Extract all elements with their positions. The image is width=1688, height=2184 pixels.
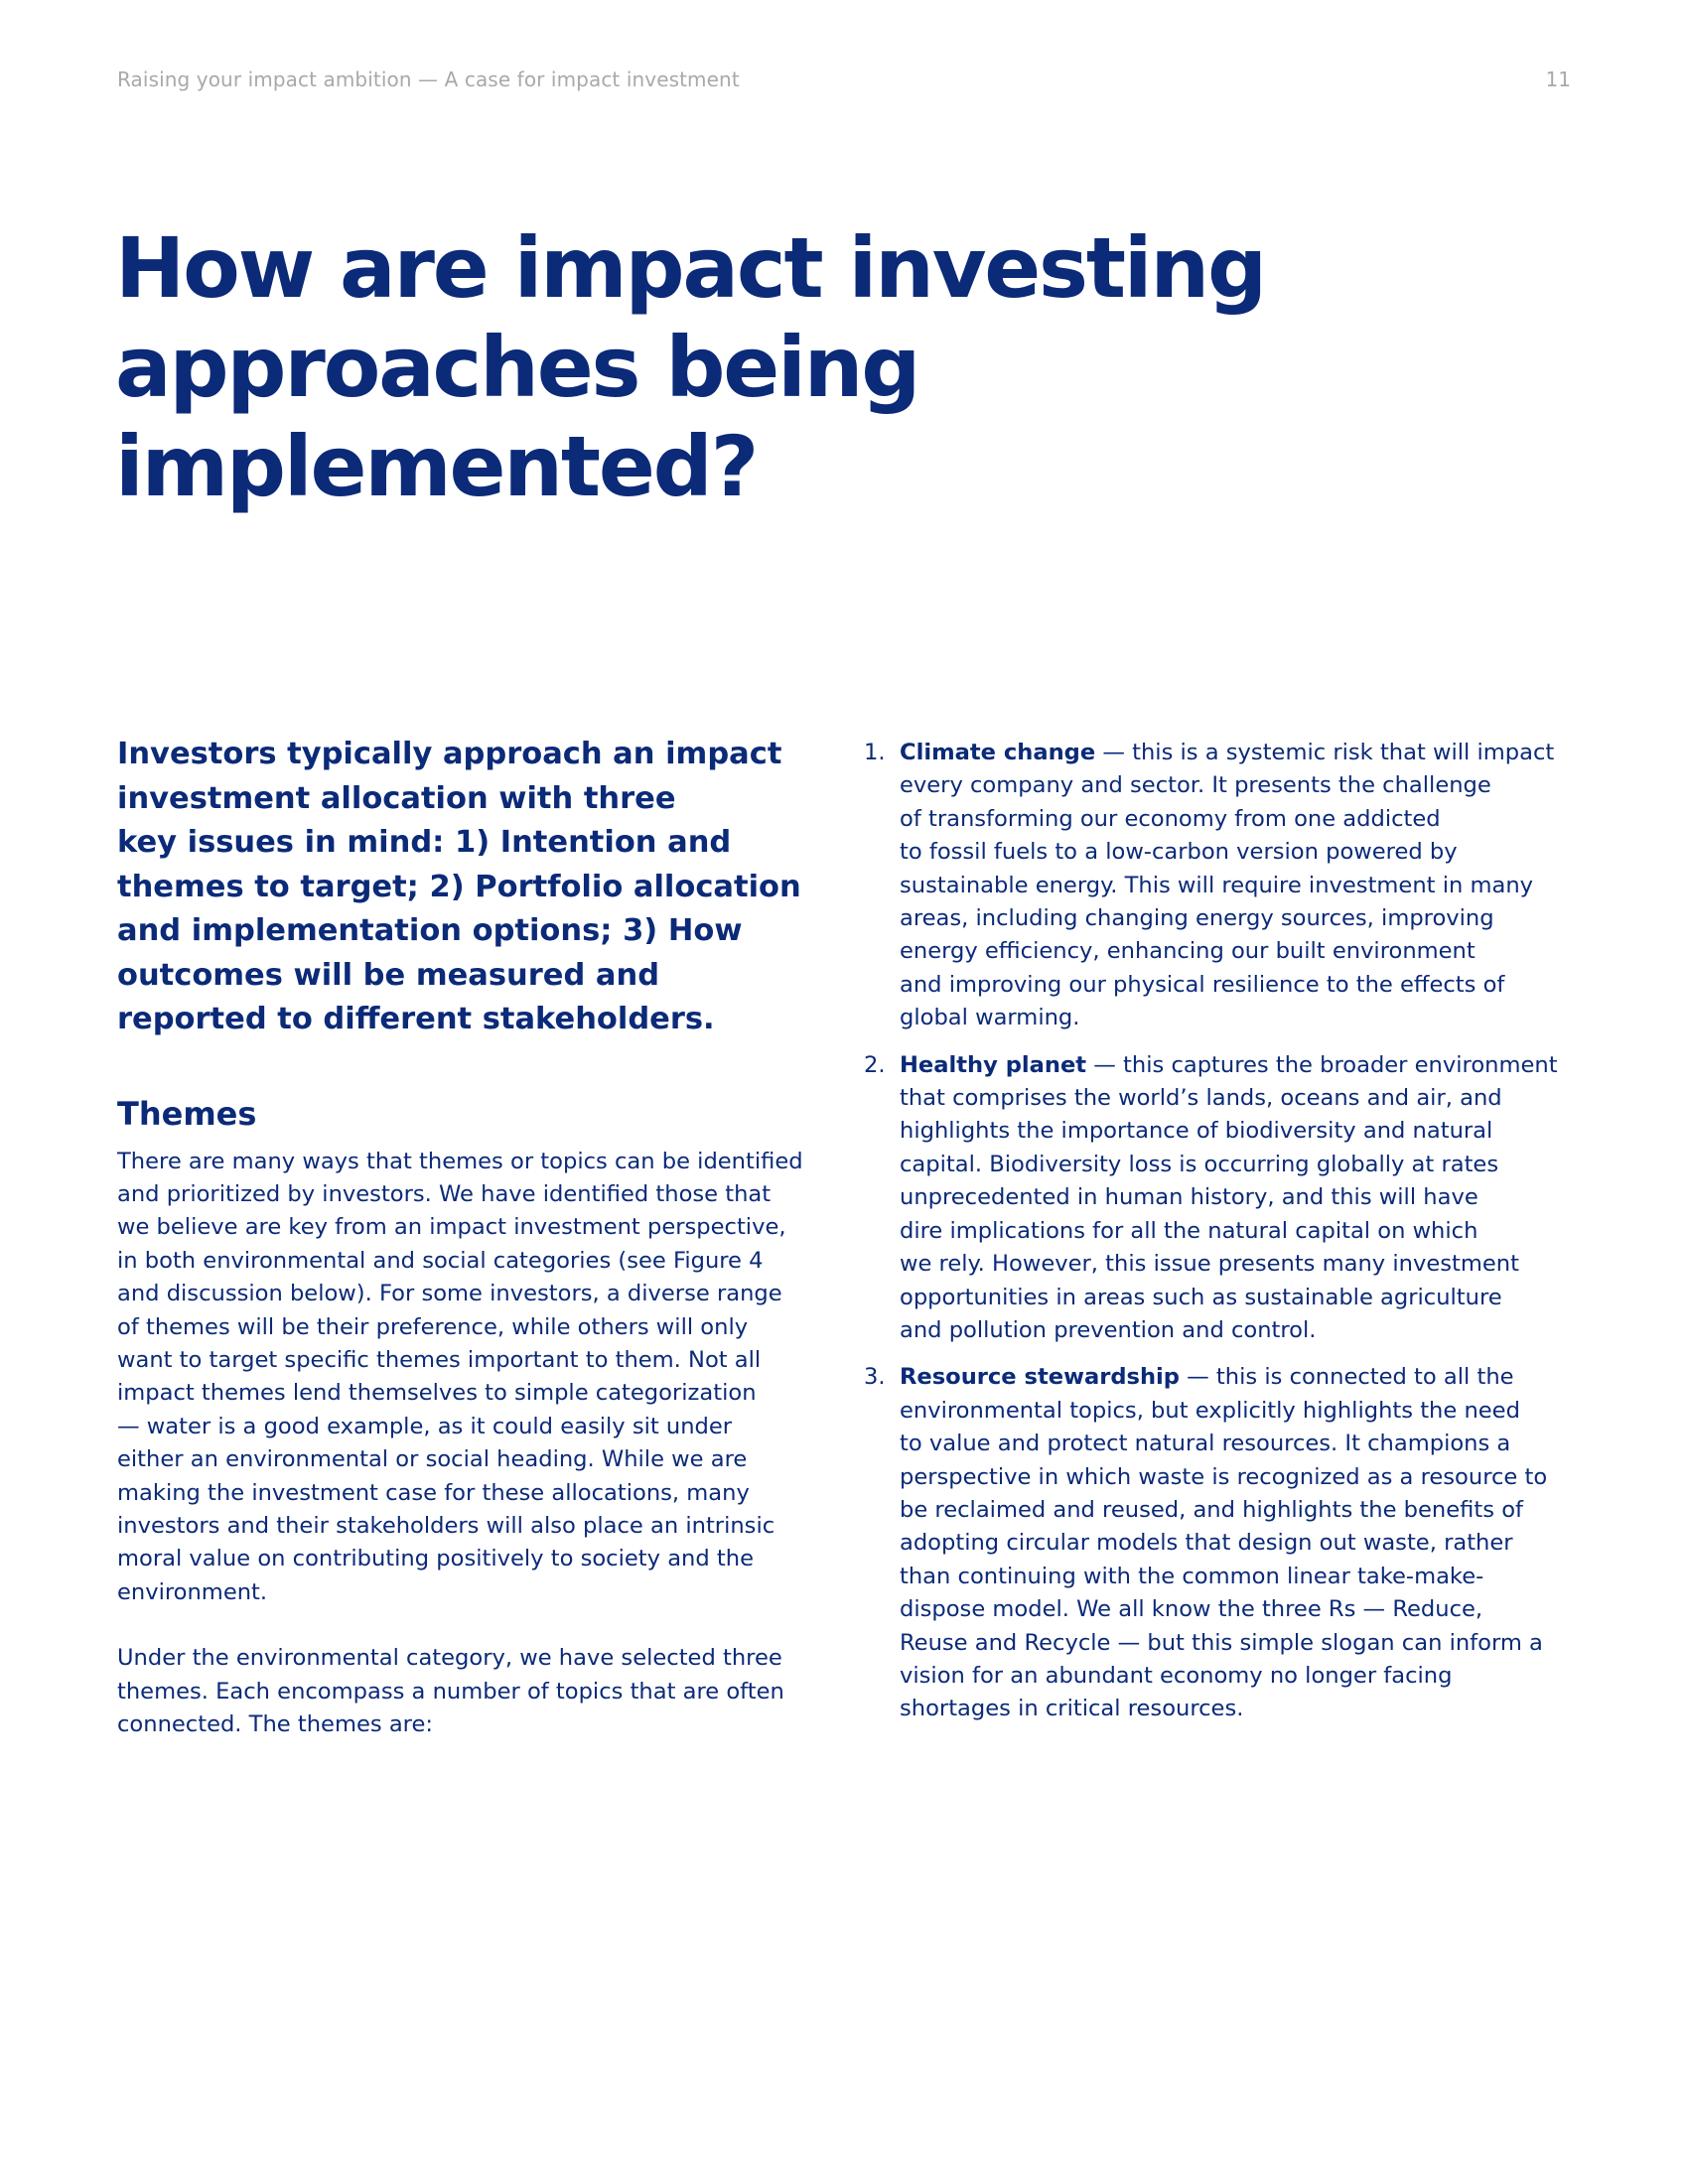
themes-paragraph	[117, 1146, 832, 1610]
list-item-line: sustainable energy. This will require investment in many	[900, 872, 1534, 898]
paragraph-line: connected. The themes are:	[117, 1711, 433, 1737]
list-item-line: be reclaimed and reused, and highlights the benefits of	[900, 1496, 1523, 1523]
list-number: 2.	[864, 1051, 886, 1078]
list-number: 3.	[864, 1364, 886, 1391]
paragraph-line: in both environmental and social categories (see Figure 4	[117, 1247, 764, 1274]
themes-heading: Themes	[117, 1094, 257, 1133]
theme-lead: — this captures the broader environment	[1086, 1051, 1558, 1078]
intro-line: outcomes will be measured and	[117, 957, 660, 993]
list-item-line: of transforming our economy from one addicted	[900, 805, 1441, 832]
list-item-line: to fossil fuels to a low-carbon version powered by	[900, 839, 1458, 866]
paragraph-line: themes. Each encompass a number of topics that are often	[117, 1678, 784, 1705]
list-item-first-line	[900, 1049, 1579, 1082]
list-item-line: unprecedented in human history, and this will have	[900, 1184, 1478, 1211]
list-item-first-line	[900, 1361, 1579, 1394]
running-title: Raising your impact ambition — A case for impact investment	[117, 68, 740, 91]
list-item-line: global warming.	[900, 1005, 1080, 1031]
list-item-line: environmental topics, but explicitly highlights the need	[900, 1397, 1520, 1424]
list-item-line: highlights the importance of biodiversity and natural	[900, 1118, 1493, 1145]
paragraph-line: moral value on contributing positively to society and the	[117, 1546, 754, 1572]
intro-line: reported to different stakeholders.	[117, 1002, 715, 1036]
theme-list-item	[864, 737, 1579, 1035]
paragraph-line: — water is a good example, as it could easily sit under	[117, 1413, 733, 1439]
list-item-line: shortages in critical resources.	[900, 1696, 1244, 1722]
paragraph-line: and discussion below). For some investors, a diverse range	[117, 1281, 782, 1307]
paragraph-line: There are many ways that themes or topics can be identified	[117, 1148, 803, 1174]
paragraph-line: investors and their stakeholders will also place an intrinsic	[117, 1512, 775, 1539]
intro-line: themes to target; 2) Portfolio allocation	[117, 869, 801, 904]
theme-lead: — this is a systemic risk that will impact	[1095, 740, 1555, 765]
environmental-themes-paragraph	[117, 1642, 832, 1741]
intro-statement	[117, 733, 832, 1042]
list-item-line: and pollution prevention and control.	[900, 1316, 1317, 1343]
page-number: 11	[1545, 68, 1571, 91]
list-item-line: and improving our physical resilience to the effects of	[900, 971, 1505, 998]
list-item-line: areas, including changing energy sources, improving	[900, 905, 1494, 932]
paragraph-line: of themes will be their preference, while others will only	[117, 1313, 749, 1340]
list-item-line: energy efficiency, enhancing our built environment	[900, 938, 1476, 965]
list-item-line: perspective in which waste is recognized as a resource to	[900, 1463, 1548, 1490]
right-column	[864, 737, 1579, 1740]
intro-line: investment allocation with three	[117, 780, 676, 816]
list-number: 1.	[864, 740, 886, 765]
paragraph-line: want to target specific themes important to them. Not all	[117, 1346, 762, 1373]
theme-term: Climate change	[900, 740, 1096, 765]
intro-line: key issues in mind: 1) Intention and	[117, 825, 732, 860]
list-item-line: we rely. However, this issue presents many investment	[900, 1251, 1519, 1278]
list-item-line: capital. Biodiversity loss is occurring globally at rates	[900, 1151, 1499, 1177]
theme-list-item	[864, 1049, 1579, 1348]
theme-term: Resource stewardship	[900, 1364, 1180, 1391]
running-header	[117, 68, 1571, 97]
left-column	[117, 733, 832, 1741]
intro-line: and implementation options; 3) How	[117, 913, 743, 948]
paragraph-line: either an environmental or social heading. While we are	[117, 1446, 748, 1473]
list-item-first-line	[900, 737, 1579, 769]
paragraph-line: we believe are key from an impact investment perspective,	[117, 1214, 786, 1241]
theme-lead: — this is connected to all the	[1179, 1364, 1514, 1391]
paragraph-line: Under the environmental category, we have selected three	[117, 1645, 782, 1672]
list-item-line: adopting circular models that design out waste, rather	[900, 1530, 1513, 1557]
theme-term: Healthy planet	[900, 1051, 1087, 1078]
page-title-line: approaches being implemented?	[115, 319, 919, 515]
intro-line: Investors typically approach an impact	[117, 737, 782, 771]
list-item-line: every company and sector. It presents the challenge	[900, 772, 1491, 799]
list-item-line: that comprises the world’s lands, oceans and air, and	[900, 1085, 1502, 1112]
page-title-line: How are impact investing	[115, 219, 1265, 317]
list-item-line: vision for an abundant economy no longer facing	[900, 1662, 1453, 1689]
page-title	[115, 218, 1585, 516]
list-item-line: Reuse and Recycle — but this simple slogan can inform a	[900, 1629, 1543, 1656]
paragraph-line: making the investment case for these allocations, many	[117, 1479, 750, 1506]
list-item-line: opportunities in areas such as sustainable agriculture	[900, 1284, 1502, 1310]
list-item-line: dire implications for all the natural capital on which	[900, 1217, 1478, 1244]
theme-list-item	[864, 1361, 1579, 1725]
paragraph-line: and prioritized by investors. We have identified those that	[117, 1180, 772, 1207]
list-item-line: to value and protect natural resources. It champions a	[900, 1431, 1511, 1457]
paragraph-line: impact themes lend themselves to simple categorization	[117, 1380, 757, 1407]
list-item-line: dispose model. We all know the three Rs — Reduce,	[900, 1596, 1483, 1623]
list-item-line: than continuing with the common linear take-make-	[900, 1563, 1484, 1589]
paragraph-line: environment.	[117, 1578, 268, 1605]
